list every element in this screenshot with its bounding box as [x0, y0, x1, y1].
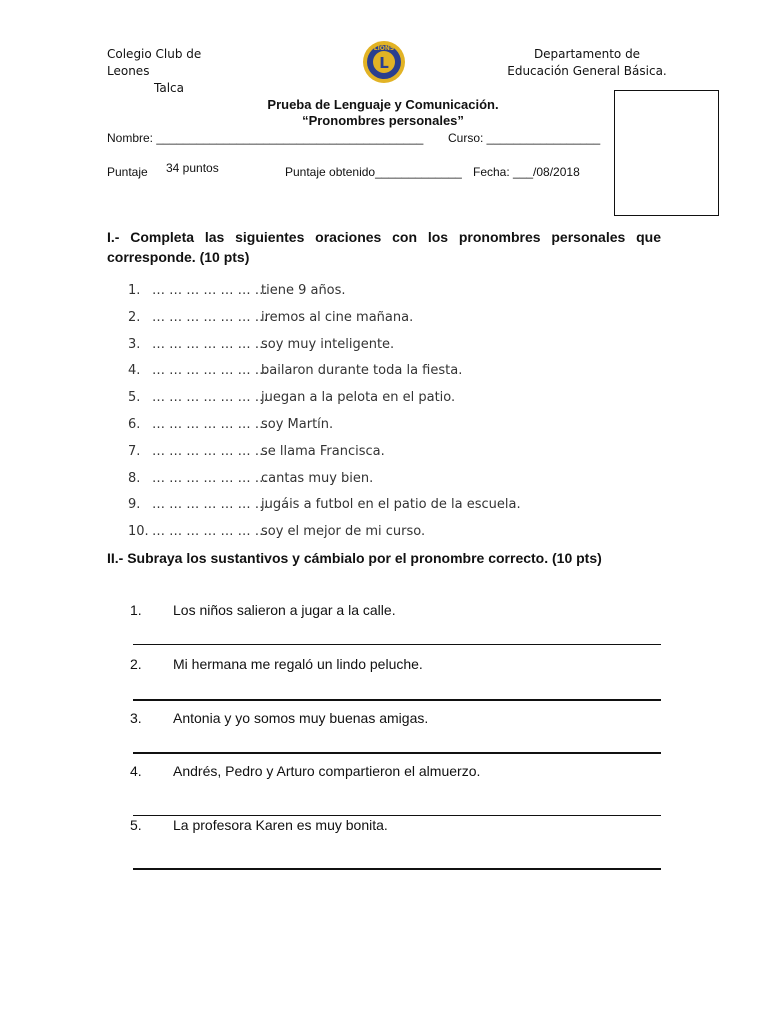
answer-blank[interactable]: … … … … … … … — [152, 416, 268, 432]
answer-line[interactable] — [133, 644, 661, 645]
item-number: 4. — [130, 763, 142, 779]
school-city: Talca — [154, 81, 184, 95]
course-field[interactable]: Curso: _________________ — [448, 131, 601, 145]
answer-blank[interactable]: … … … … … … … — [152, 524, 268, 540]
section1-item — [128, 309, 521, 336]
section1-item — [128, 470, 521, 497]
date-field[interactable]: Fecha: ___/08/2018 — [473, 165, 580, 179]
item-number: 3. — [130, 710, 142, 726]
sentence-text: La profesora Karen es muy bonita. — [173, 817, 388, 833]
svg-text:L: L — [379, 54, 389, 72]
item-number: 5. — [130, 817, 142, 833]
item-number: 2. — [128, 309, 141, 325]
item-number: 6. — [128, 416, 141, 432]
sentence-text: soy Martín. — [261, 416, 334, 432]
item-number: 1. — [128, 283, 141, 298]
score-label: Puntaje — [107, 165, 148, 179]
item-number: 10. — [128, 524, 149, 540]
department-line1: Departamento de — [533, 47, 641, 61]
section1-item — [128, 443, 521, 470]
school-name — [107, 46, 247, 97]
item-number: 9. — [128, 497, 141, 513]
answer-blank[interactable]: … … … … … … … — [152, 470, 268, 486]
sentence-text: Antonia y yo somos muy buenas amigas. — [173, 710, 429, 726]
logo-text: LIONS — [373, 45, 395, 52]
section1-item — [128, 416, 521, 443]
test-title — [190, 97, 576, 129]
answer-line[interactable] — [133, 815, 661, 816]
sentence-text: se llama Francisca. — [261, 443, 385, 459]
sentence-text: jugáis a futbol en el patio de la escuela. — [261, 497, 521, 513]
answer-line[interactable] — [133, 699, 661, 701]
sentence-text: soy el mejor de mi curso. — [261, 524, 426, 540]
score-value: 34 puntos — [166, 161, 219, 175]
item-number: 4. — [128, 363, 141, 379]
sentence-text: Los niños salieron a jugar a la calle. — [173, 602, 396, 618]
school-name-line1: Colegio Club de Leones — [107, 47, 202, 78]
section1-item — [128, 282, 521, 309]
section2-heading: II.- Subraya los sustantivos y cámbialo por el pronombre correcto. (10 pts) — [107, 550, 602, 566]
answer-line[interactable] — [133, 752, 661, 754]
sentence-text: juegan a la pelota en el patio. — [261, 390, 456, 406]
department-name — [500, 46, 674, 80]
sentence-text: Mi hermana me regaló un lindo peluche. — [173, 656, 423, 672]
name-field[interactable]: Nombre: ________________________________________ — [107, 131, 424, 145]
item-number: 1. — [130, 602, 142, 618]
section1-item — [128, 523, 521, 550]
test-title-line2: “Pronombres personales” — [302, 113, 464, 128]
answer-blank[interactable]: … … … … … … … — [152, 390, 268, 406]
sentence-text: tiene 9 años. — [261, 283, 346, 298]
section1-item — [128, 362, 521, 389]
section1-item — [128, 389, 521, 416]
score-obtained-field[interactable]: Puntaje obtenido_____________ — [285, 165, 462, 179]
item-number: 7. — [128, 443, 141, 459]
answer-blank[interactable]: … … … … … … … — [152, 283, 268, 298]
section1-item — [128, 496, 521, 523]
sentence-text: bailaron durante toda la fiesta. — [261, 363, 463, 379]
answer-blank[interactable]: … … … … … … … — [152, 309, 268, 325]
section1-heading: I.- Completa las siguientes oraciones con los pronombres personales que corresponde. (10 pts) — [107, 229, 661, 265]
item-number: 5. — [128, 390, 141, 406]
department-line2: Educación General Básica. — [507, 64, 667, 78]
answer-blank[interactable]: … … … … … … … — [152, 443, 268, 459]
item-number: 8. — [128, 470, 141, 486]
grade-box — [614, 90, 719, 216]
sentence-text: cantas muy bien. — [261, 470, 374, 486]
sentence-text: Andrés, Pedro y Arturo compartieron el almuerzo. — [173, 763, 481, 779]
item-number: 3. — [128, 336, 141, 352]
lions-club-logo — [362, 40, 406, 84]
section1-item — [128, 336, 521, 363]
lions-emblem-icon — [362, 40, 406, 84]
answer-line[interactable] — [133, 868, 661, 870]
sentence-text: soy muy inteligente. — [261, 336, 395, 352]
section1-list — [128, 282, 521, 550]
test-title-line1: Prueba de Lenguaje y Comunicación. — [267, 97, 499, 112]
sentence-text: iremos al cine mañana. — [261, 309, 414, 325]
answer-blank[interactable]: … … … … … … … — [152, 497, 268, 513]
item-number: 2. — [130, 656, 142, 672]
answer-blank[interactable]: … … … … … … … — [152, 336, 268, 352]
answer-blank[interactable]: … … … … … … … — [152, 363, 268, 379]
